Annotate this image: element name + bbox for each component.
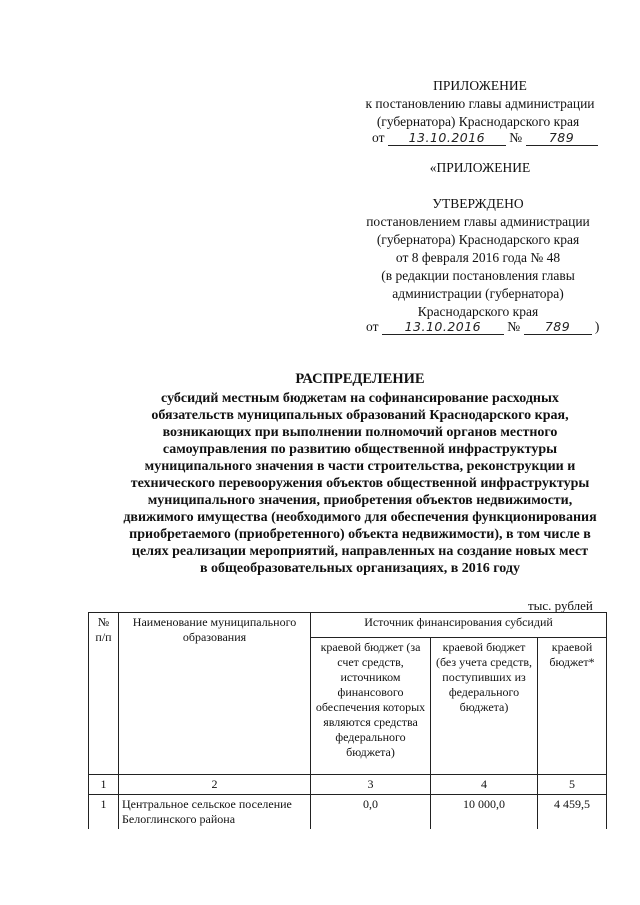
- header-funding-sources: Источник финансирования субсидий: [311, 613, 607, 638]
- table-index-row: [89, 775, 607, 795]
- closing-paren: ): [594, 319, 600, 334]
- title-line: целях реализации мероприятий, направленных на создание новых мест: [131, 544, 589, 559]
- row-regional-star: 4 459,5: [538, 795, 607, 830]
- approved-line-6: Краснодарского края: [417, 304, 539, 319]
- column-index: 3: [311, 775, 431, 795]
- appendix-date-row: [372, 129, 598, 147]
- number-sign: №: [507, 319, 521, 334]
- distribution-table: [88, 612, 607, 829]
- title-line: технического перевооружения объектов общественной инфраструктуры: [130, 476, 590, 491]
- date-prefix: от: [366, 319, 379, 334]
- column-index: 4: [431, 775, 538, 795]
- appendix-line-1: к постановлению главы администрации: [365, 96, 595, 111]
- title-line: возникающих при выполнении полномочий органов местного: [162, 425, 558, 440]
- appendix-heading: ПРИЛОЖЕНИЕ: [433, 78, 527, 93]
- header-number: № п/п: [89, 613, 119, 775]
- title-line: муниципального значения, приобретения объектов недвижимости,: [147, 493, 573, 508]
- header-regional-own: краевой бюджет (без учета средств, поступивших из федерального бюджета): [431, 638, 538, 775]
- header-regional-federal: краевой бюджет (за счет средств, источником финансового обеспечения которых являются средства федерального бюджета): [311, 638, 431, 775]
- row-municipality: Центральное сельское поселение Белоглинского района: [119, 795, 311, 830]
- approved-line-5: администрации (губернатора): [392, 286, 564, 301]
- title-line: муниципального значения в части строительства, реконструкции и: [144, 459, 576, 474]
- handwritten-number: 789: [526, 130, 598, 146]
- date-prefix: от: [372, 130, 385, 145]
- document-title: РАСПРЕДЕЛЕНИЕ: [295, 371, 425, 387]
- approved-line-2: (губернатора) Краснодарского края: [376, 232, 580, 247]
- approved-line-4: (в редакции постановления главы: [381, 268, 575, 283]
- header-regional-star: краевой бюджет*: [538, 638, 607, 775]
- number-sign: №: [509, 130, 523, 145]
- approved-date-row: [366, 318, 599, 336]
- handwritten-date: 13.10.2016: [388, 130, 506, 146]
- header-municipality: Наименование муниципального образования: [119, 613, 311, 775]
- column-index: 2: [119, 775, 311, 795]
- title-line: движимого имущества (необходимого для обеспечения функционирования: [123, 510, 597, 525]
- row-regional-own: 10 000,0: [431, 795, 538, 830]
- document-subtitle: [80, 390, 640, 577]
- table-row: [89, 795, 607, 830]
- approved-line-3: от 8 февраля 2016 года № 48: [395, 250, 561, 265]
- units-label: тыс. рублей: [528, 598, 593, 613]
- approved-heading: УТВЕРЖДЕНО: [432, 196, 524, 211]
- appendix-line-2: (губернатора) Краснодарского края: [376, 114, 580, 129]
- title-line: обязательств муниципальных образований Краснодарского края,: [151, 408, 569, 423]
- title-line: в общеобразовательных организациях, в 2016 году: [200, 561, 520, 576]
- title-line: приобретаемого (приобретенного) объекта недвижимости), в том числе в: [129, 527, 591, 542]
- table-header-row: [89, 613, 607, 638]
- title-line: субсидий местным бюджетам на софинансирование расходных: [161, 391, 559, 406]
- column-index: 5: [538, 775, 607, 795]
- row-number: 1: [89, 795, 119, 830]
- title-line: самоуправления по развитию общественной инфраструктуры: [162, 442, 558, 457]
- handwritten-number: 789: [524, 319, 592, 335]
- quote-appendix-heading: «ПРИЛОЖЕНИЕ: [429, 160, 531, 175]
- column-index: 1: [89, 775, 119, 795]
- row-regional-federal: 0,0: [311, 795, 431, 830]
- handwritten-date: 13.10.2016: [382, 319, 504, 335]
- approved-line-1: постановлением главы администрации: [366, 214, 590, 229]
